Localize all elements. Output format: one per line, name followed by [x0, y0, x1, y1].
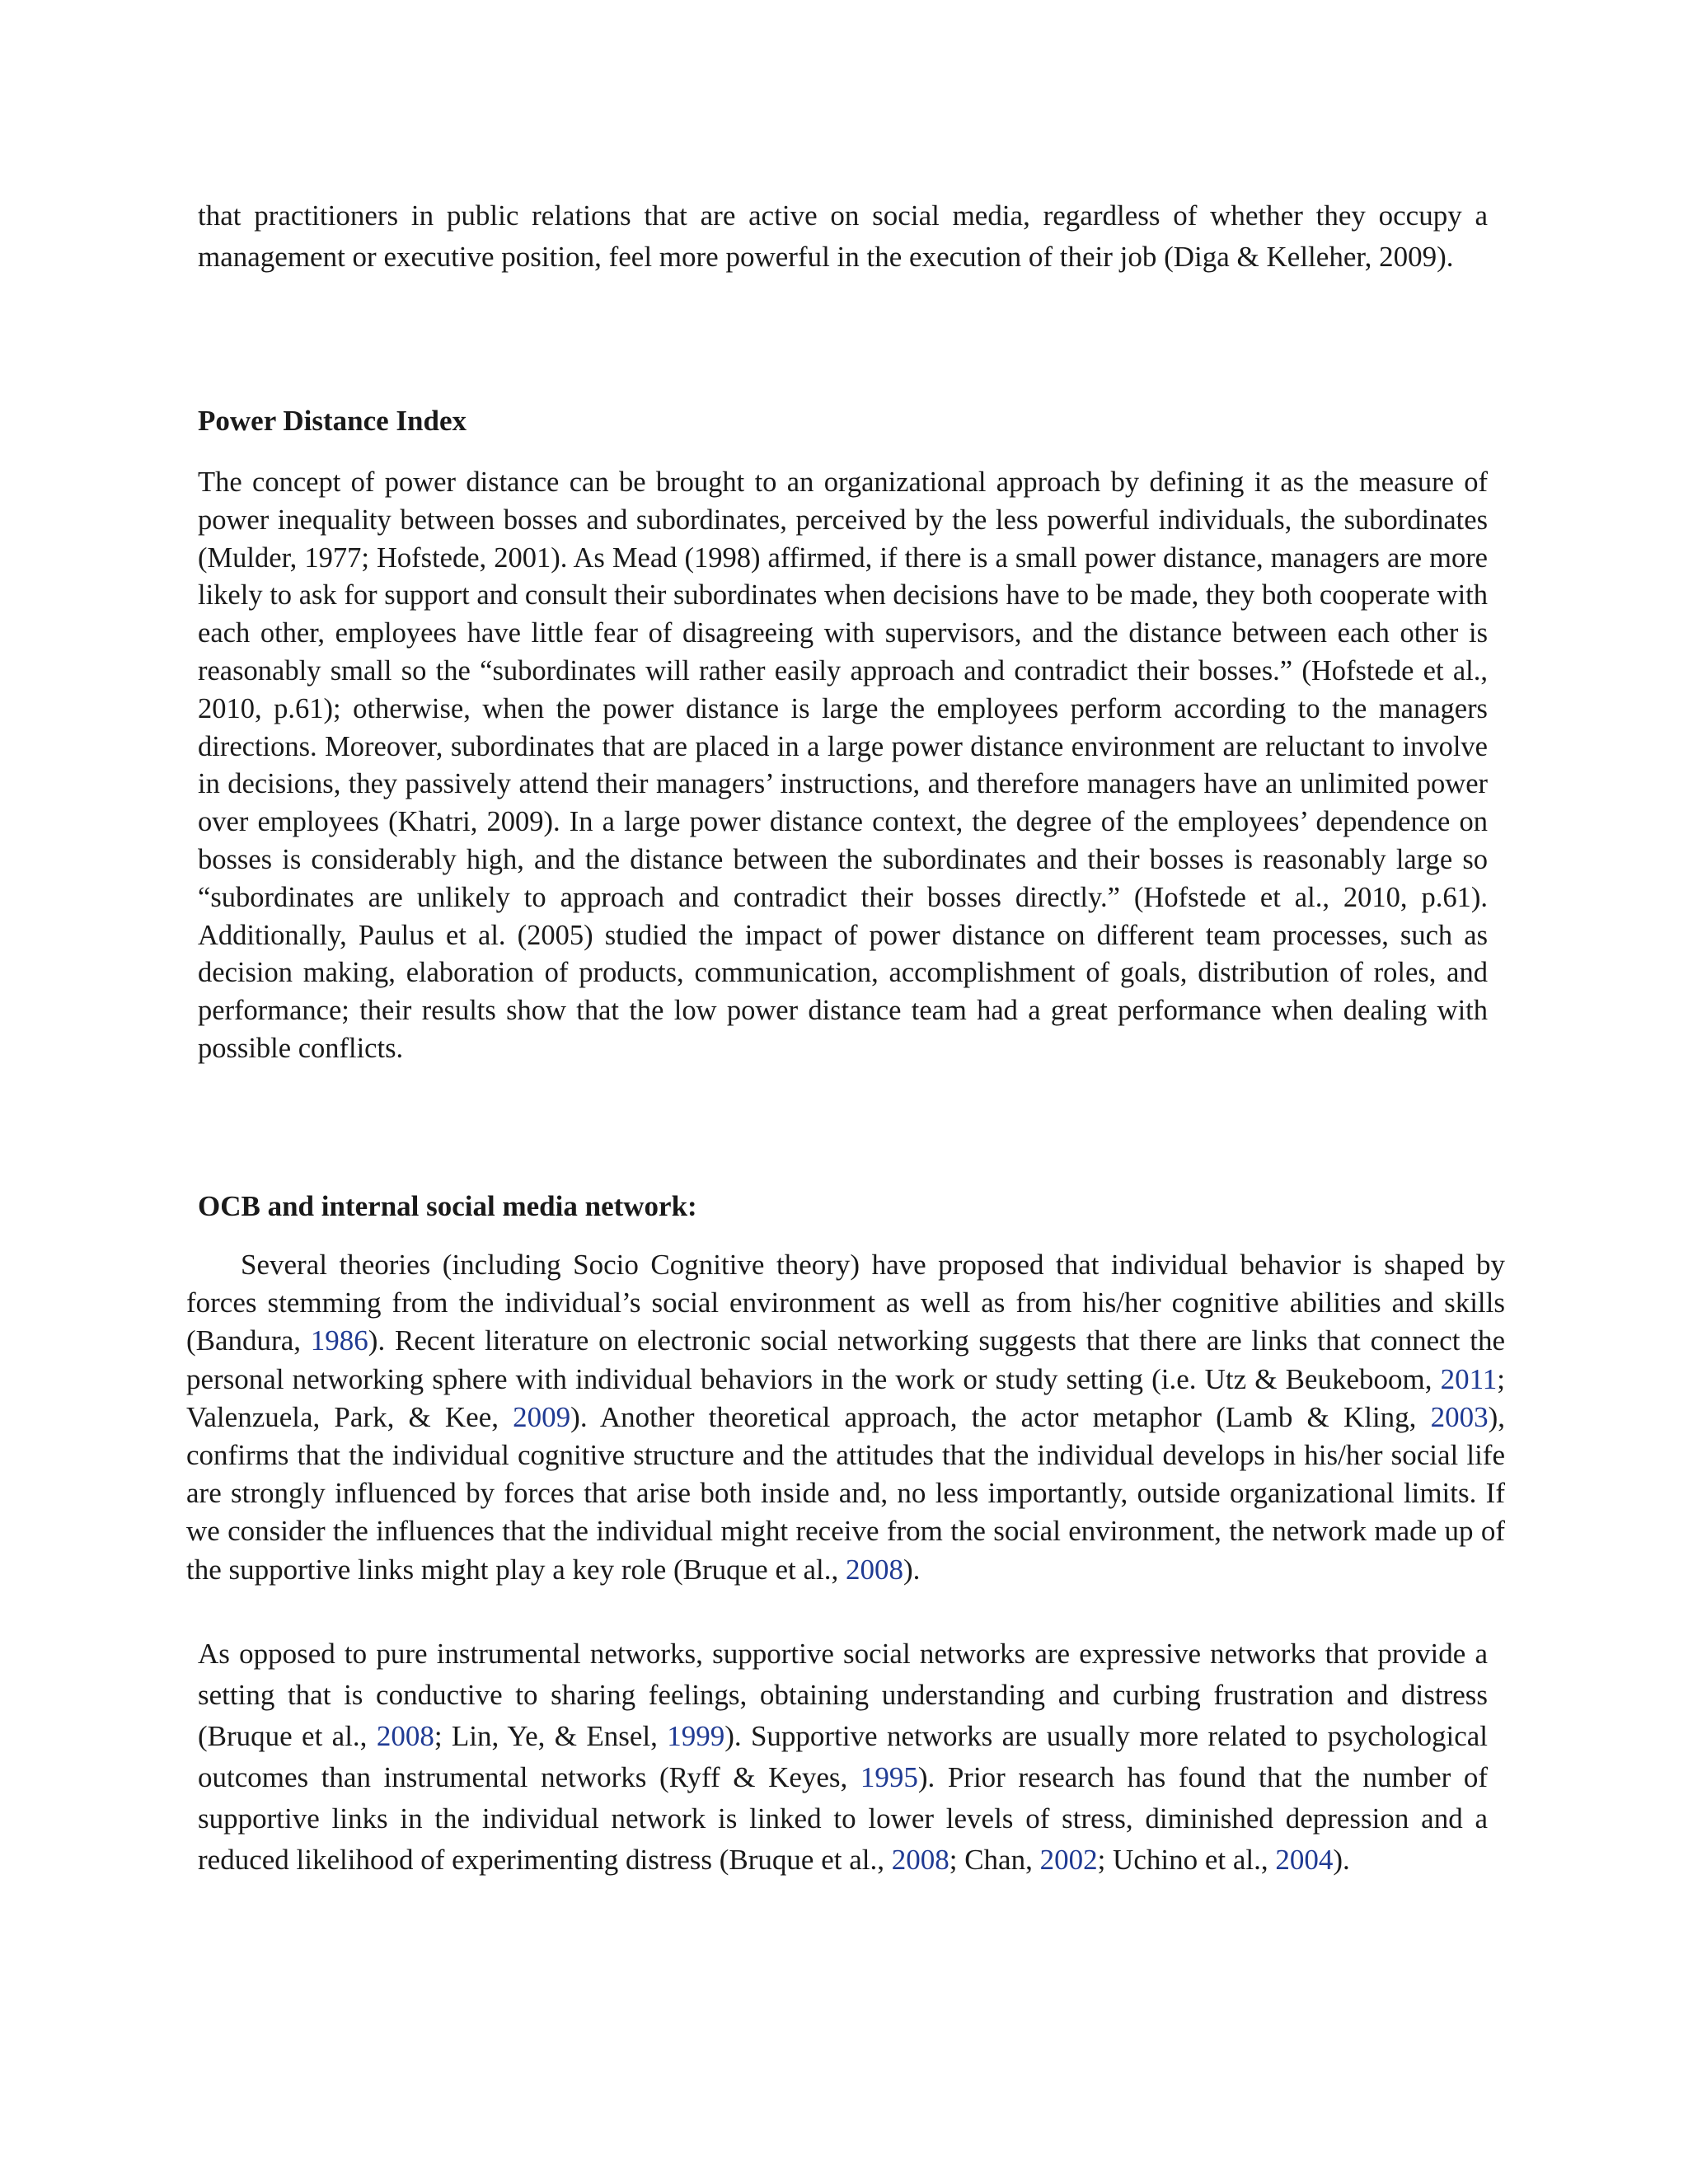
citation-link-2003[interactable]: 2003	[1430, 1400, 1489, 1433]
citation-link-2008[interactable]: 2008	[891, 1844, 950, 1876]
citation-link-2008[interactable]: 2008	[376, 1720, 434, 1752]
text-run: ). Supportive networks are usually more related to psychological outcomes than instrumental networks (Ryff & Keyes,	[198, 1720, 1488, 1793]
ocb-paragraph-1	[186, 1246, 1505, 1589]
ocb-paragraph-2	[198, 1633, 1488, 1881]
text-run: ). Another theoretical approach, the actor metaphor (Lamb & Kling,	[570, 1400, 1431, 1433]
ocb-heading: OCB and internal social media network:	[198, 1190, 697, 1222]
text-run: ; Chan,	[949, 1844, 1040, 1876]
citation-link-1995[interactable]: 1995	[860, 1761, 918, 1793]
text-run: ). Prior research has found that the number of supportive links in the individual network is linked to lower levels of stress, diminished depression and a reduced likelihood of experimenting distress (Bruque et al.,	[198, 1761, 1488, 1876]
citation-link-2004[interactable]: 2004	[1275, 1844, 1334, 1876]
text-run: ; Uchino et al.,	[1097, 1844, 1276, 1876]
text-run: ).	[903, 1553, 921, 1586]
text-run: ). Recent literature on electronic social networking suggests that there are links that connect the personal networking sphere with individual behaviors in the work or study setting (i.e. Utz & Beukeboom,	[186, 1324, 1505, 1395]
citation-link-2011[interactable]: 2011	[1440, 1362, 1498, 1395]
citation-link-1999[interactable]: 1999	[667, 1720, 725, 1752]
text-run: ; Valenzuela, Park, & Kee,	[186, 1362, 1505, 1433]
citation-link-2008[interactable]: 2008	[845, 1553, 903, 1586]
citation-link-2002[interactable]: 2002	[1039, 1844, 1098, 1876]
text-run: ; Lin, Ye, & Ensel,	[434, 1720, 668, 1752]
citation-link-1986[interactable]: 1986	[310, 1324, 368, 1357]
text-run: Several theories (including Socio Cognitive theory) have proposed that individual behavior is shaped by forces stemming from the individual’s social environment as well as from his/her cognitive abilities and skills (Bandura,	[186, 1249, 1505, 1357]
citation-link-2009[interactable]: 2009	[513, 1400, 571, 1433]
power-distance-paragraph: The concept of power distance can be brought to an organizational approach by defining it as the measure of power inequality between bosses and subordinates, perceived by the less powerful individuals, the subordinates (Mulder, 1977; Hofstede, 2001). As Mead (1998) affirmed, if there is a small power distance, managers are more likely to ask for support and consult their subordinates when decisions have to be made, they both cooperate with each other, employees have little fear of disagreeing with supervisors, and the distance between each other is reasonably small so the “subordinates will rather easily approach and contradict their bosses.” (Hofstede et al., 2010, p.61); otherwise, when the power distance is large the employees perform according to the managers directions. Moreover, subordinates that are placed in a large power distance environment are reluctant to involve in decisions, they passively attend their managers’ instructions, and therefore managers have an unlimited power over employees (Khatri, 2009). In a large power distance context, the degree of the employees’ dependence on bosses is considerably high, and the distance between the subordinates and their bosses is reasonably large so “subordinates are unlikely to approach and contradict their bosses directly.” (Hofstede et al., 2010, p.61). Additionally, Paulus et al. (2005) studied the impact of power distance on different team processes, such as decision making, elaboration of products, communication, accomplishment of goals, distribution of roles, and performance; their results show that the low power distance team had a great performance when dealing with possible conflicts.	[198, 466, 1488, 1064]
text-run: ), confirms that the individual cognitive structure and the attitudes that the individual develops in his/her social life are strongly influenced by forces that arise both inside and, no less importantly, outside organizational limits. If we consider the influences that the individual might receive from the social environment, the network made up of the supportive links might play a key role (Bruque et al.,	[186, 1400, 1505, 1586]
text-run: As opposed to pure instrumental networks, supportive social networks are expressive networks that provide a setting that is conductive to sharing feelings, obtaining understanding and curbing frustration and distress (Bruque et al.,	[198, 1638, 1488, 1752]
intro-paragraph: that practitioners in public relations that are active on social media, regardless of whether they occupy a management or executive position, feel more powerful in the execution of their job (Diga & Kelleher, 2009).	[198, 199, 1488, 273]
power-distance-heading: Power Distance Index	[198, 405, 467, 437]
text-run: ).	[1333, 1844, 1350, 1876]
